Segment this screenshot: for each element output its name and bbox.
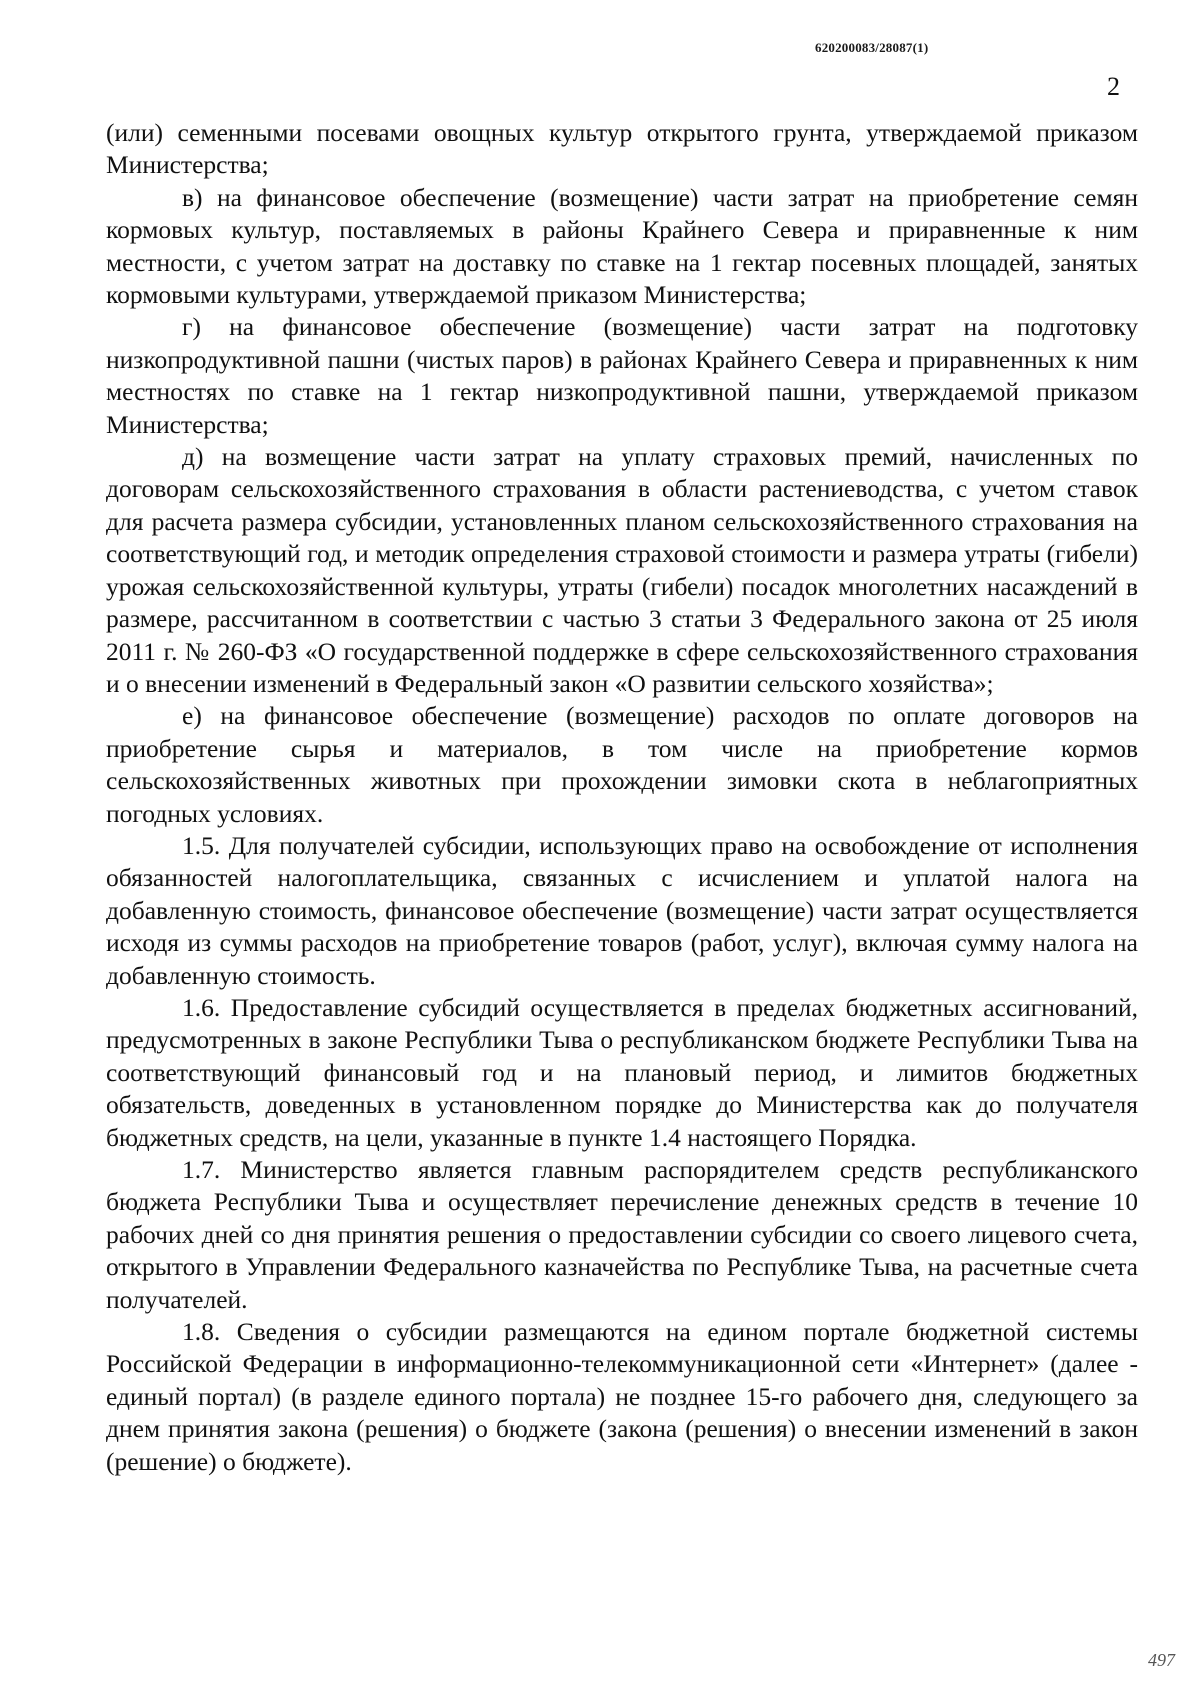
- document-body: [106, 117, 1138, 1478]
- paragraph-1-6: 1.6. Предоставление субсидий осуществляется в пределах бюджетных ассигнований, предусмотренных в законе Республики Тыва о республиканском бюджете Республики Тыва на соответствующий финансовый год и на плановый период, и лимитов бюджетных обязательств, доведенных в установленном порядке до Министерства как до получателя бюджетных средств, на цели, указанные в пункте 1.4 настоящего Порядка.: [106, 992, 1138, 1152]
- paragraph-1-7: 1.7. Министерство является главным распорядителем средств республиканского бюджета Республики Тыва и осуществляет перечисление денежных средств в течение 10 рабочих дней со дня принятия решения о предоставлении субсидии со своего лицевого счета, открытого в Управлении Федерального казначейства по Республике Тыва, на расчетные счета получателей.: [106, 1155, 1138, 1314]
- paragraph-1-5: 1.5. Для получателей субсидии, использующих право на освобождение от исполнения обязанностей налогоплательщика, связанных с исчислением и уплатой налога на добавленную стоимость, финансовое обеспечение (возмещение) части затрат осуществляется исходя из суммы расходов на приобретение товаров (работ, услуг), включая сумму налога на добавленную стоимость.: [106, 830, 1138, 990]
- paragraph-continuation: (или) семенными посевами овощных культур открытого грунта, утверждаемой приказом Министерства;: [106, 118, 1138, 180]
- paragraph-1-8: 1.8. Сведения о субсидии размещаются на едином портале бюджетной системы Российской Федерации в информационно-телекоммуникационной сети «Интернет» (далее - единый портал) (в разделе единого портала) не позднее 15-го рабочего дня, следующего за днем принятия закона (решения) о бюджете (закона (решения) о внесении изменений в закон (решение) о бюджете).: [106, 1317, 1138, 1476]
- paragraph-item-d: д) на возмещение части затрат на уплату страховых премий, начисленных по договорам сельскохозяйственного страхования в области растениеводства, с учетом ставок для расчета размера субсидии, установленных планом сельскохозяйственного страхования на соответствующий год, и методик определения страховой стоимости и размера утраты (гибели) урожая сельскохозяйственной культуры, утраты (гибели) посадок многолетних насаждений в размере, рассчитанном в соответствии с частью 3 статьи 3 Федерального закона от 25 июля 2011 г. № 260-ФЗ «О государственной поддержке в сфере сельскохозяйственного страхования и о внесении изменений в Федеральный закон «О развитии сельского хозяйства»;: [106, 442, 1138, 698]
- handwritten-margin-mark: 497: [1148, 1650, 1175, 1670]
- page-number: 2: [1107, 72, 1120, 101]
- document-id: 620200083/28087(1): [815, 40, 929, 55]
- paragraph-item-g: г) на финансовое обеспечение (возмещение) части затрат на подготовку низкопродуктивной пашни (чистых паров) в районах Крайнего Севера и приравненных к ним местностях по ставке на 1 гектар низкопродуктивной пашни, утверждаемой приказом Министерства;: [106, 312, 1138, 439]
- paragraph-item-e: е) на финансовое обеспечение (возмещение) расходов по оплате договоров на приобретение сырья и материалов, в том числе на приобретение кормов сельскохозяйственных животных при прохождении зимовки скота в неблагоприятных погодных условиях.: [106, 701, 1138, 828]
- paragraph-item-v: в) на финансовое обеспечение (возмещение) части затрат на приобретение семян кормовых культур, поставляемых в районы Крайнего Севера и приравненные к ним местности, с учетом затрат на доставку по ставке на 1 гектар посевных площадей, занятых кормовыми культурами, утверждаемой приказом Министерства;: [106, 182, 1138, 310]
